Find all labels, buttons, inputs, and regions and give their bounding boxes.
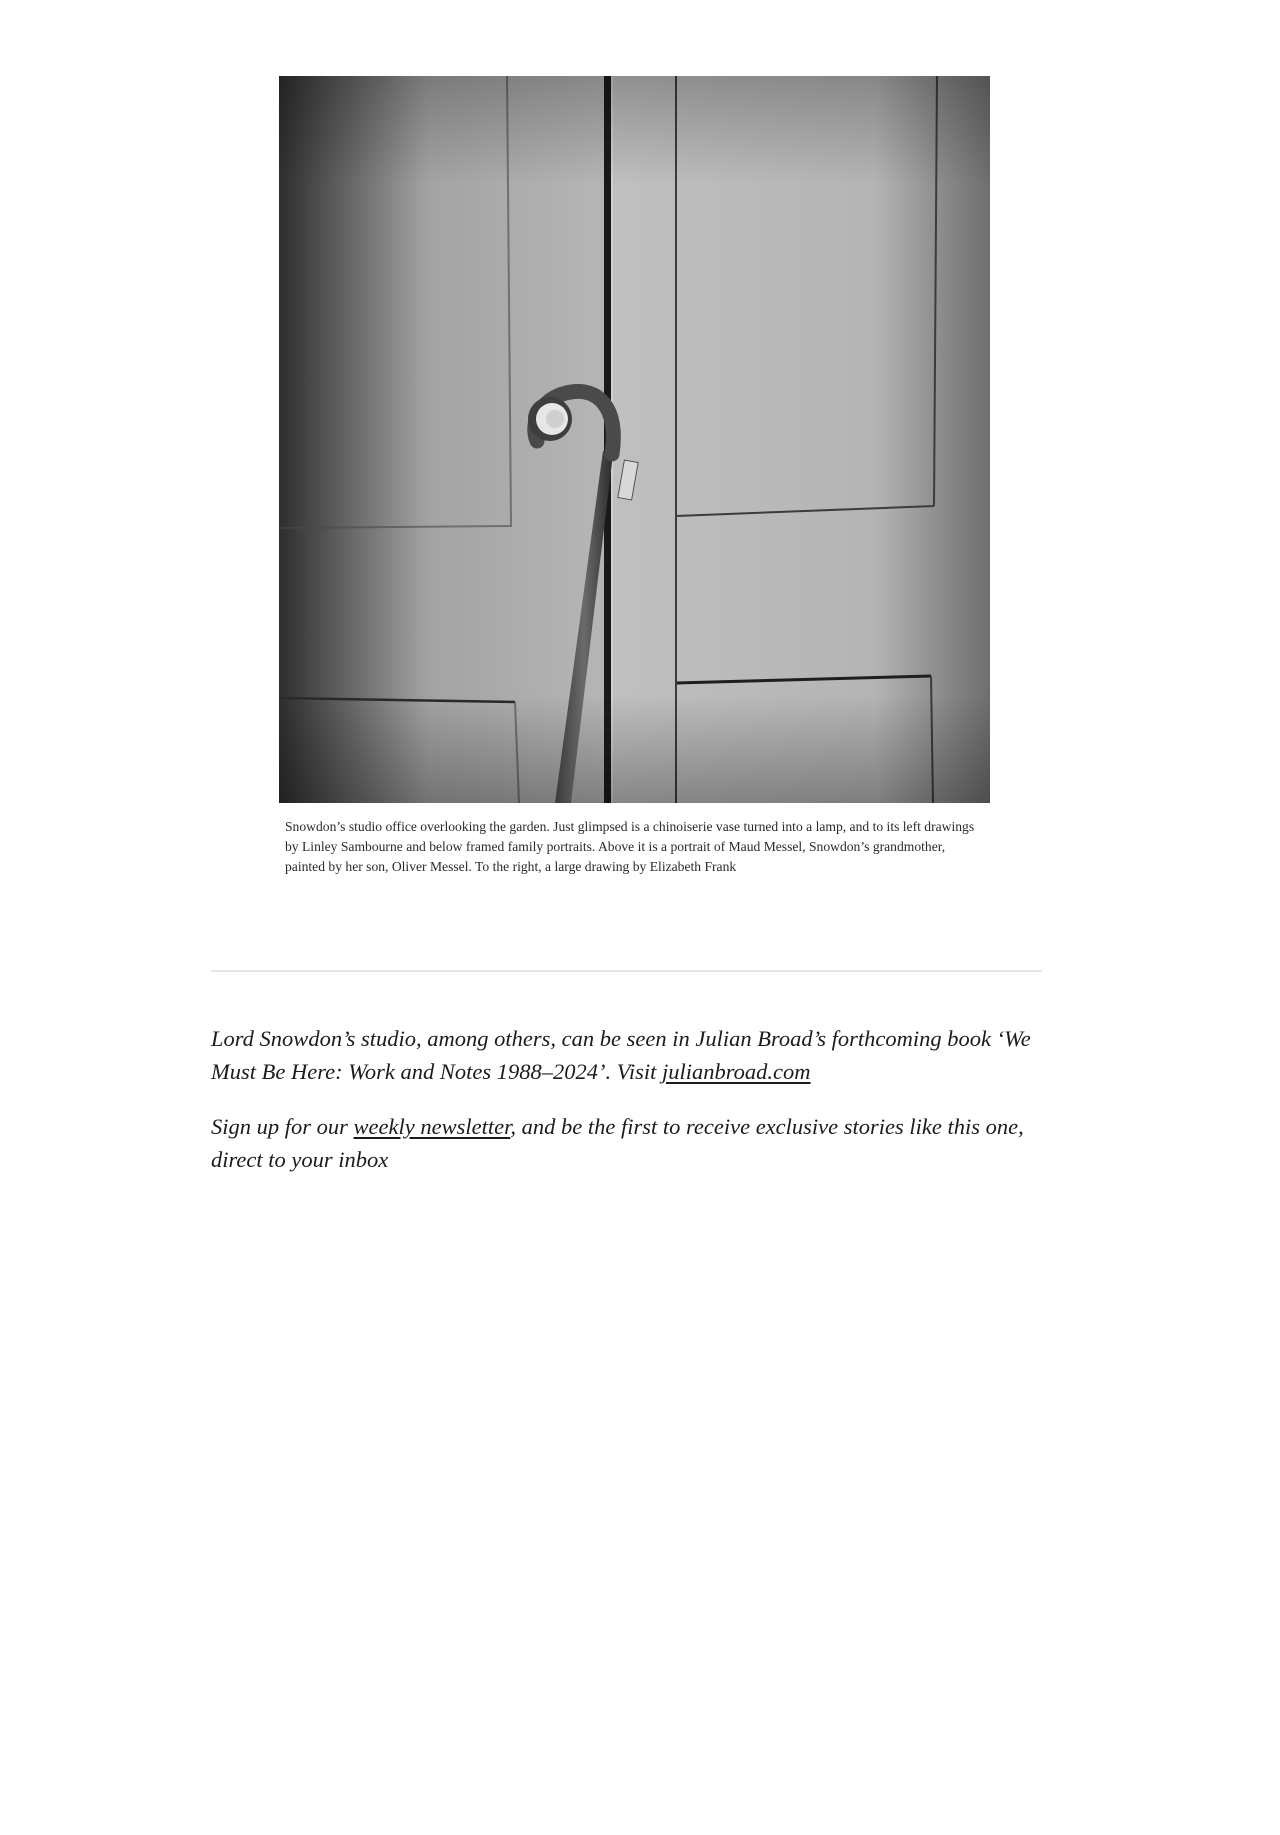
section-divider [211,970,1042,972]
newsletter-text-before: Sign up for our [211,1114,354,1139]
julianbroad-link[interactable]: julianbroad.com [662,1059,811,1084]
book-promo-paragraph [211,1022,1046,1088]
newsletter-text-after: , and be the first to receive exclusive stories like this one, direct to your inbox [211,1114,1024,1172]
studio-door-cane-photo [279,76,990,803]
photo-caption: Snowdon’s studio office overlooking the garden. Just glimpsed is a chinoiserie vase turned into a lamp, and to its left drawings by Linley Sambourne and below framed family portraits. Above it is a portrait of Maud Messel, Snowdon’s grandmother, painted by her son, Oliver Messel. To the right, a large drawing by Elizabeth Frank [285,819,975,874]
newsletter-paragraph [211,1110,1046,1176]
article-figure [279,76,990,877]
article-footer-note [211,1022,1046,1198]
newsletter-link[interactable]: weekly newsletter [353,1114,511,1139]
photo-illustration [279,76,990,803]
book-promo-text: Lord Snowdon’s studio, among others, can be seen in Julian Broad’s forthcoming book ‘We Must Be Here: Work and Notes 1988–2024’. Visit [211,1026,1031,1084]
